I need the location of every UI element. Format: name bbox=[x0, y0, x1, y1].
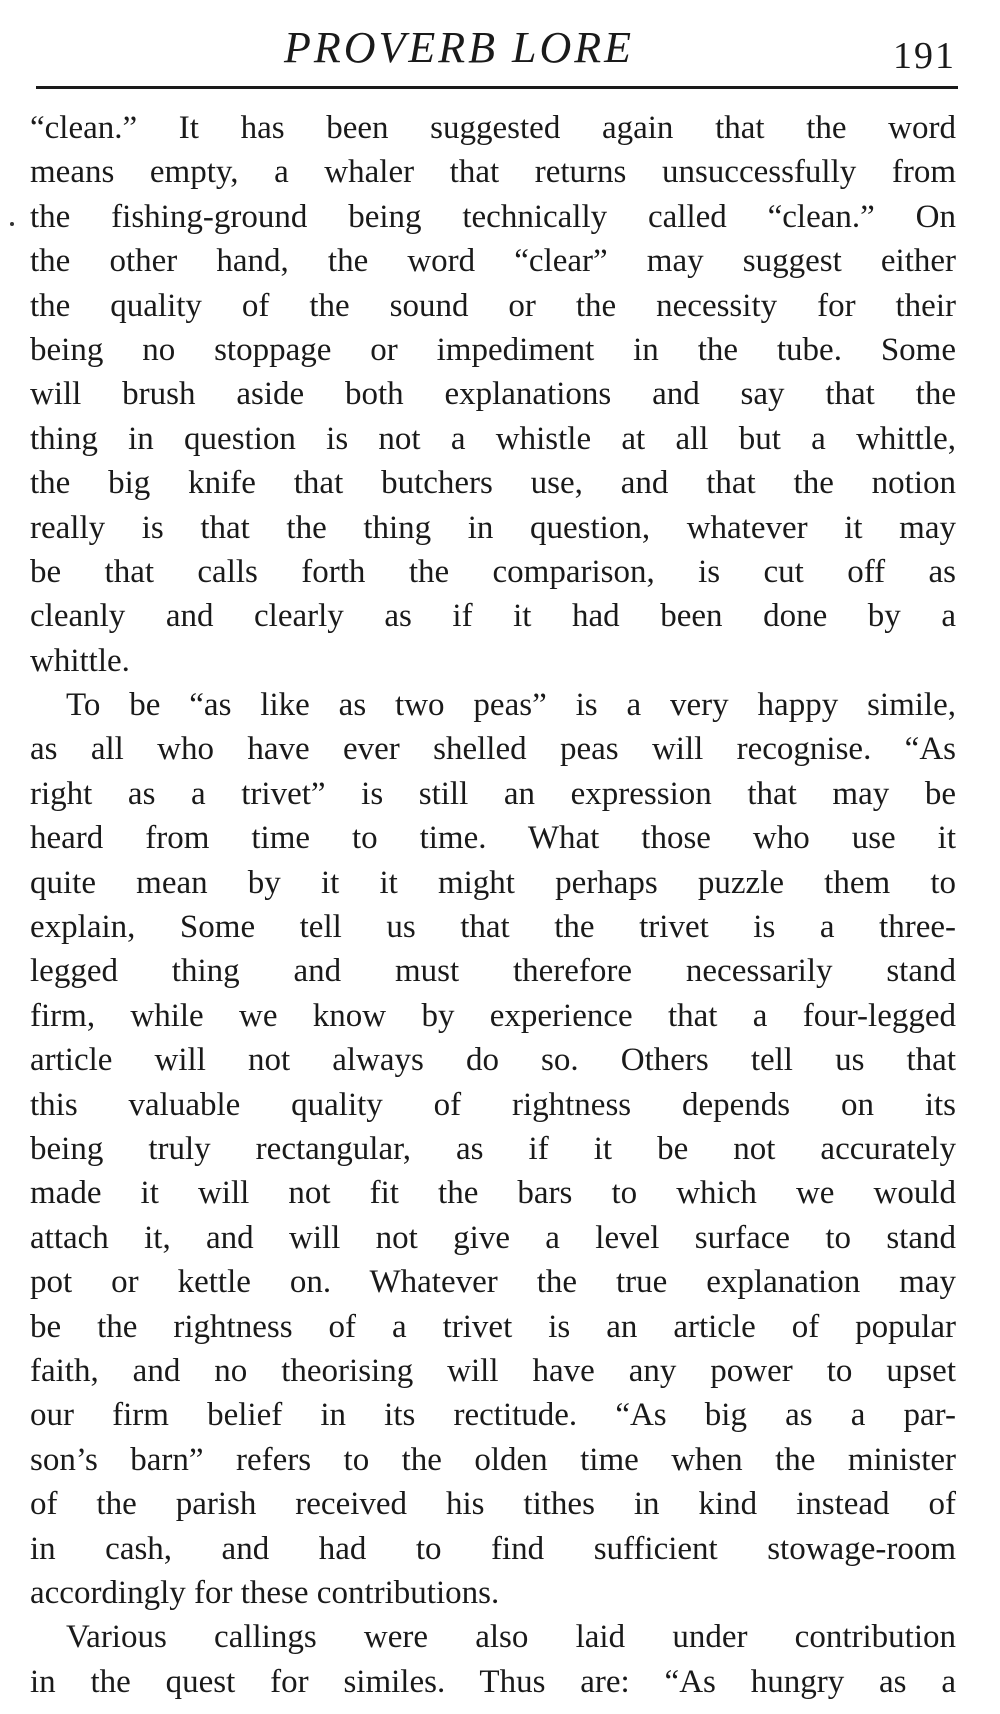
text-line: the quality of the sound or the necessity for their bbox=[30, 287, 956, 324]
text-line: made it will not fit the bars to which we would bbox=[30, 1175, 956, 1212]
text-line: be the rightness of a trivet is an article of popular bbox=[30, 1308, 956, 1345]
body-text bbox=[30, 106, 956, 1704]
margin-speck bbox=[10, 222, 14, 226]
text-line: our firm belief in its rectitude. “As big as a par- bbox=[30, 1397, 956, 1434]
header-rule bbox=[36, 86, 958, 89]
text-line: attach it, and will not give a level surface to stand bbox=[30, 1219, 956, 1256]
text-line: pot or kettle on. Whatever the true explanation may bbox=[30, 1264, 956, 1301]
paragraph-start-line: Various callings were also laid under contribution bbox=[66, 1619, 956, 1656]
text-line: explain, Some tell us that the trivet is a three- bbox=[30, 909, 956, 946]
text-line: thing in question is not a whistle at all but a whittle, bbox=[30, 420, 956, 457]
text-line: article will not always do so. Others tell us that bbox=[30, 1042, 956, 1079]
text-line: right as a trivet” is still an expression that may be bbox=[30, 775, 956, 812]
paragraph-end-line: accordingly for these contributions. bbox=[30, 1574, 500, 1611]
text-line: as all who have ever shelled peas will recognise. “As bbox=[30, 731, 956, 768]
text-line: cleanly and clearly as if it had been done by a bbox=[30, 598, 956, 635]
text-line: the other hand, the word “clear” may suggest either bbox=[30, 243, 956, 280]
text-line: heard from time to time. What those who use it bbox=[30, 820, 956, 857]
text-line: faith, and no theorising will have any power to upset bbox=[30, 1352, 956, 1389]
paragraph-start-line: To be “as like as two peas” is a very happy simile, bbox=[66, 687, 956, 724]
text-line: really is that the thing in question, whatever it may bbox=[30, 509, 956, 546]
text-line: son’s barn” refers to the olden time when the minister bbox=[30, 1441, 956, 1478]
text-line: in cash, and had to find sufficient stowage-room bbox=[30, 1530, 956, 1567]
text-line: being truly rectangular, as if it be not accurately bbox=[30, 1130, 956, 1167]
running-head bbox=[38, 18, 960, 88]
text-line: means empty, a whaler that returns unsuccessfully from bbox=[30, 154, 956, 191]
text-line: legged thing and must therefore necessarily stand bbox=[30, 953, 956, 990]
text-line: the fishing-ground being technically called “clean.” On bbox=[30, 198, 956, 235]
running-title: PROVERB LORE bbox=[283, 23, 635, 72]
text-line: this valuable quality of rightness depends on its bbox=[30, 1086, 956, 1123]
page-number: 191 bbox=[893, 35, 956, 77]
text-line: in the quest for similes. Thus are: “As hungry as a bbox=[30, 1663, 956, 1700]
text-line: will brush aside both explanations and say that the bbox=[30, 376, 956, 413]
text-line: firm, while we know by experience that a four-legged bbox=[30, 997, 956, 1034]
text-line: be that calls forth the comparison, is cut off as bbox=[30, 553, 956, 590]
text-line: the big knife that butchers use, and that the notion bbox=[30, 465, 956, 502]
text-line: “clean.” It has been suggested again that the word bbox=[30, 110, 956, 146]
paragraph-end-line: whittle. bbox=[30, 642, 130, 679]
text-line: quite mean by it it might perhaps puzzle them to bbox=[30, 864, 956, 901]
text-line: of the parish received his tithes in kind instead of bbox=[30, 1486, 956, 1523]
text-line: being no stoppage or impediment in the tube. Some bbox=[30, 331, 956, 368]
